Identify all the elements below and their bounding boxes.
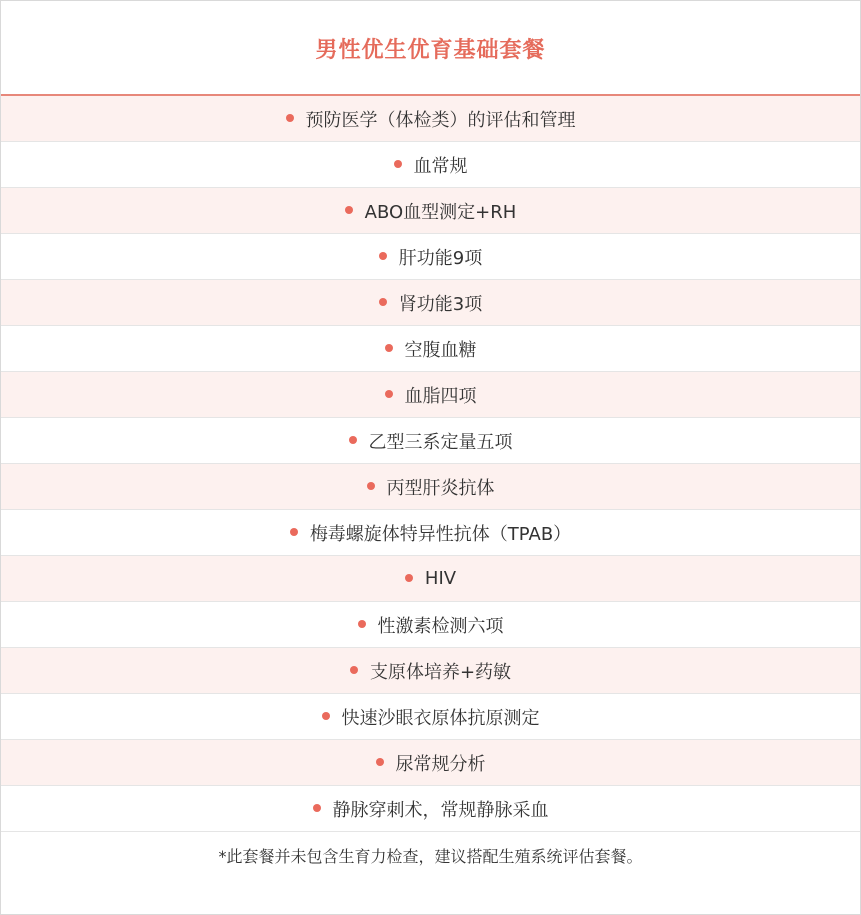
list-item-label: ABO血型测定+RH (364, 201, 517, 223)
list-item-label: 尿常规分析 (395, 753, 486, 775)
bullet-dot-icon (376, 758, 384, 766)
list-item-label: 空腹血糖 (404, 339, 477, 361)
list-item (1, 372, 860, 418)
list-item (1, 464, 860, 510)
list-item-label: 肾功能3项 (398, 293, 483, 315)
bullet-dot-icon (350, 666, 358, 674)
list-item-label: 支原体培养+药敏 (369, 661, 512, 683)
list-item (1, 648, 860, 694)
bullet-dot-icon (358, 620, 366, 628)
footer-note: *此套餐并未包含生育力检查，建议搭配生殖系统评估套餐。 (1, 832, 860, 878)
bullet-dot-icon (349, 436, 357, 444)
bullet-dot-icon (379, 252, 387, 260)
bullet-dot-icon (286, 114, 294, 122)
list-item-label: 血常规 (413, 155, 468, 177)
package-title: 男性优生优育基础套餐 (315, 38, 546, 63)
bullet-dot-icon (290, 528, 298, 536)
list-item (1, 188, 860, 234)
list-item (1, 418, 860, 464)
list-item (1, 326, 860, 372)
list-item-label: 血脂四项 (404, 385, 477, 407)
list-item (1, 96, 860, 142)
bullet-dot-icon (379, 298, 387, 306)
list-item-label: 快速沙眼衣原体抗原测定 (341, 707, 540, 729)
bullet-dot-icon (405, 574, 413, 582)
list-item (1, 142, 860, 188)
list-item (1, 786, 860, 832)
list-item (1, 510, 860, 556)
list-item-label: 静脉穿刺术，常规静脉采血 (332, 799, 549, 821)
bullet-dot-icon (322, 712, 330, 720)
list-item (1, 280, 860, 326)
package-header (1, 1, 860, 96)
bullet-dot-icon (385, 344, 393, 352)
list-item-label: 梅毒螺旋体特异性抗体（TPAB） (309, 523, 572, 545)
list-item-label: 肝功能9项 (398, 247, 483, 269)
bullet-dot-icon (313, 804, 321, 812)
bullet-dot-icon (394, 160, 402, 168)
list-item (1, 556, 860, 602)
list-item (1, 740, 860, 786)
list-item (1, 694, 860, 740)
bullet-dot-icon (345, 206, 353, 214)
list-item (1, 602, 860, 648)
bullet-dot-icon (385, 390, 393, 398)
list-item-label: 预防医学（体检类）的评估和管理 (305, 109, 576, 131)
list-item (1, 234, 860, 280)
bullet-dot-icon (367, 482, 375, 490)
list-item-label: 乙型三系定量五项 (368, 431, 513, 453)
list-item-label: 丙型肝炎抗体 (386, 477, 495, 499)
package-item-list (1, 96, 860, 832)
list-item-label: 性激素检测六项 (377, 615, 504, 637)
list-item-label: HIV (424, 568, 457, 589)
